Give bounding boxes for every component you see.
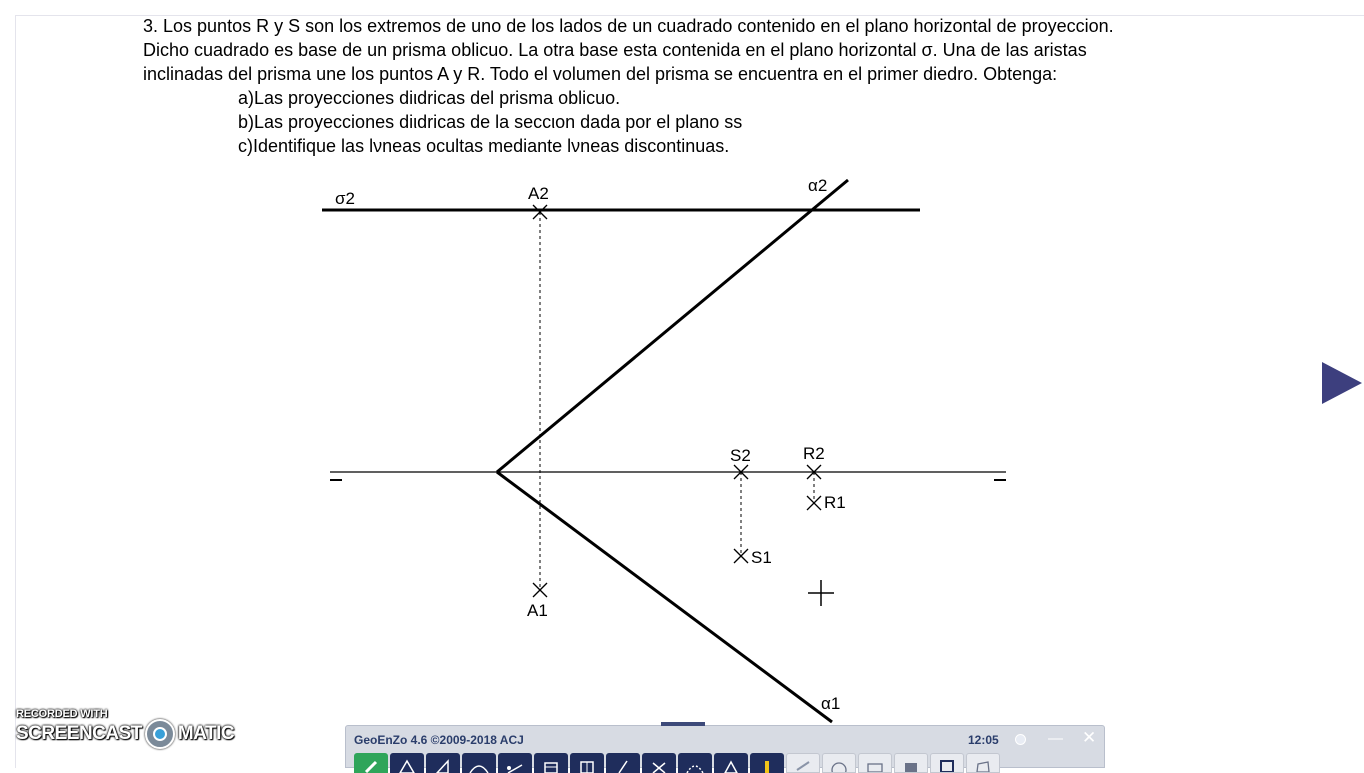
toolbar-clock: 12:05 — [968, 733, 999, 747]
watermark-left-word: SCREENCAST — [16, 723, 142, 744]
arc-tool-icon[interactable] — [462, 753, 496, 773]
set-square-tool-icon[interactable] — [426, 753, 460, 773]
geoenzo-toolbar — [345, 725, 1105, 768]
triangle-tool-icon[interactable] — [390, 753, 424, 773]
line-tool-icon[interactable] — [606, 753, 640, 773]
problem-item-b: b)Las proyecciones diιdricas de la seccιon dada por el plano ss — [238, 112, 743, 132]
close-button[interactable]: ✕ — [1082, 728, 1097, 747]
toolbar-option-radio[interactable] — [1015, 734, 1026, 745]
problem-line: inclinadas del prisma une los puntos A y R. Todo el volumen del prisma se encuentra en el primer diedro. Obtenga: — [143, 64, 1058, 84]
problem-item-a: a)Las proyecciones diιdricas del prisma oblicuo. — [238, 88, 621, 108]
problem-line: Dicho cuadrado es base de un prisma oblicuo. La otra base esta contenida en el plano horizontal σ. Una de las aristas — [143, 40, 1087, 60]
label-R2: R2 — [803, 444, 825, 463]
marker-tool-icon[interactable] — [750, 753, 784, 773]
protractor-tool-icon[interactable] — [642, 753, 676, 773]
watermark-top-text: RECORDED WITH — [16, 708, 108, 720]
pencil-tool-icon[interactable] — [354, 753, 388, 773]
toolbar-title: GeoEnZo 4.6 ©2009-2018 ACJ — [354, 733, 524, 747]
label-alpha2: α2 — [808, 176, 828, 195]
grid-tool-icon[interactable] — [570, 753, 604, 773]
alpha2-trace — [497, 180, 848, 472]
print-tool-icon[interactable] — [894, 753, 928, 773]
alpha1-trace — [497, 472, 832, 722]
label-S1: S1 — [751, 548, 772, 567]
point-tool-icon[interactable] — [714, 753, 748, 773]
minimize-button[interactable]: — — [1048, 730, 1063, 747]
point-A2-marker — [533, 205, 547, 219]
problem-item-c: c)Identifique las lνneas ocultas mediante lνneas discontinuas. — [238, 136, 730, 156]
label-A2: A2 — [528, 184, 549, 203]
ruler-tool-icon[interactable] — [534, 753, 568, 773]
label-A1: A1 — [527, 601, 548, 620]
layers-tool-icon[interactable] — [858, 753, 892, 773]
label-S2: S2 — [730, 446, 751, 465]
rotate-tool-icon[interactable] — [786, 753, 820, 773]
problem-line: 3. Los puntos R y S son los extremos de uno de los lados de un cuadrado contenido en el plano horizontal de proyeccion. — [143, 16, 1114, 36]
save-tool-icon[interactable] — [930, 753, 964, 773]
toolbar-drag-tab[interactable] — [661, 722, 705, 726]
toolbar-tools — [354, 753, 1000, 773]
crosshair-cursor-icon — [808, 580, 834, 606]
label-R1: R1 — [824, 493, 846, 512]
screencast-logo-icon — [145, 719, 175, 749]
globe-tool-icon[interactable] — [822, 753, 856, 773]
scale-tool-icon[interactable] — [678, 753, 712, 773]
label-sigma2: σ2 — [335, 189, 355, 208]
next-slide-arrow-icon[interactable] — [1320, 360, 1364, 406]
compass-tool-icon[interactable] — [498, 753, 532, 773]
screencast-watermark — [16, 708, 234, 749]
eraser-tool-icon[interactable] — [966, 753, 1000, 773]
watermark-right-word: MATIC — [177, 723, 235, 744]
label-alpha1: α1 — [821, 694, 841, 713]
